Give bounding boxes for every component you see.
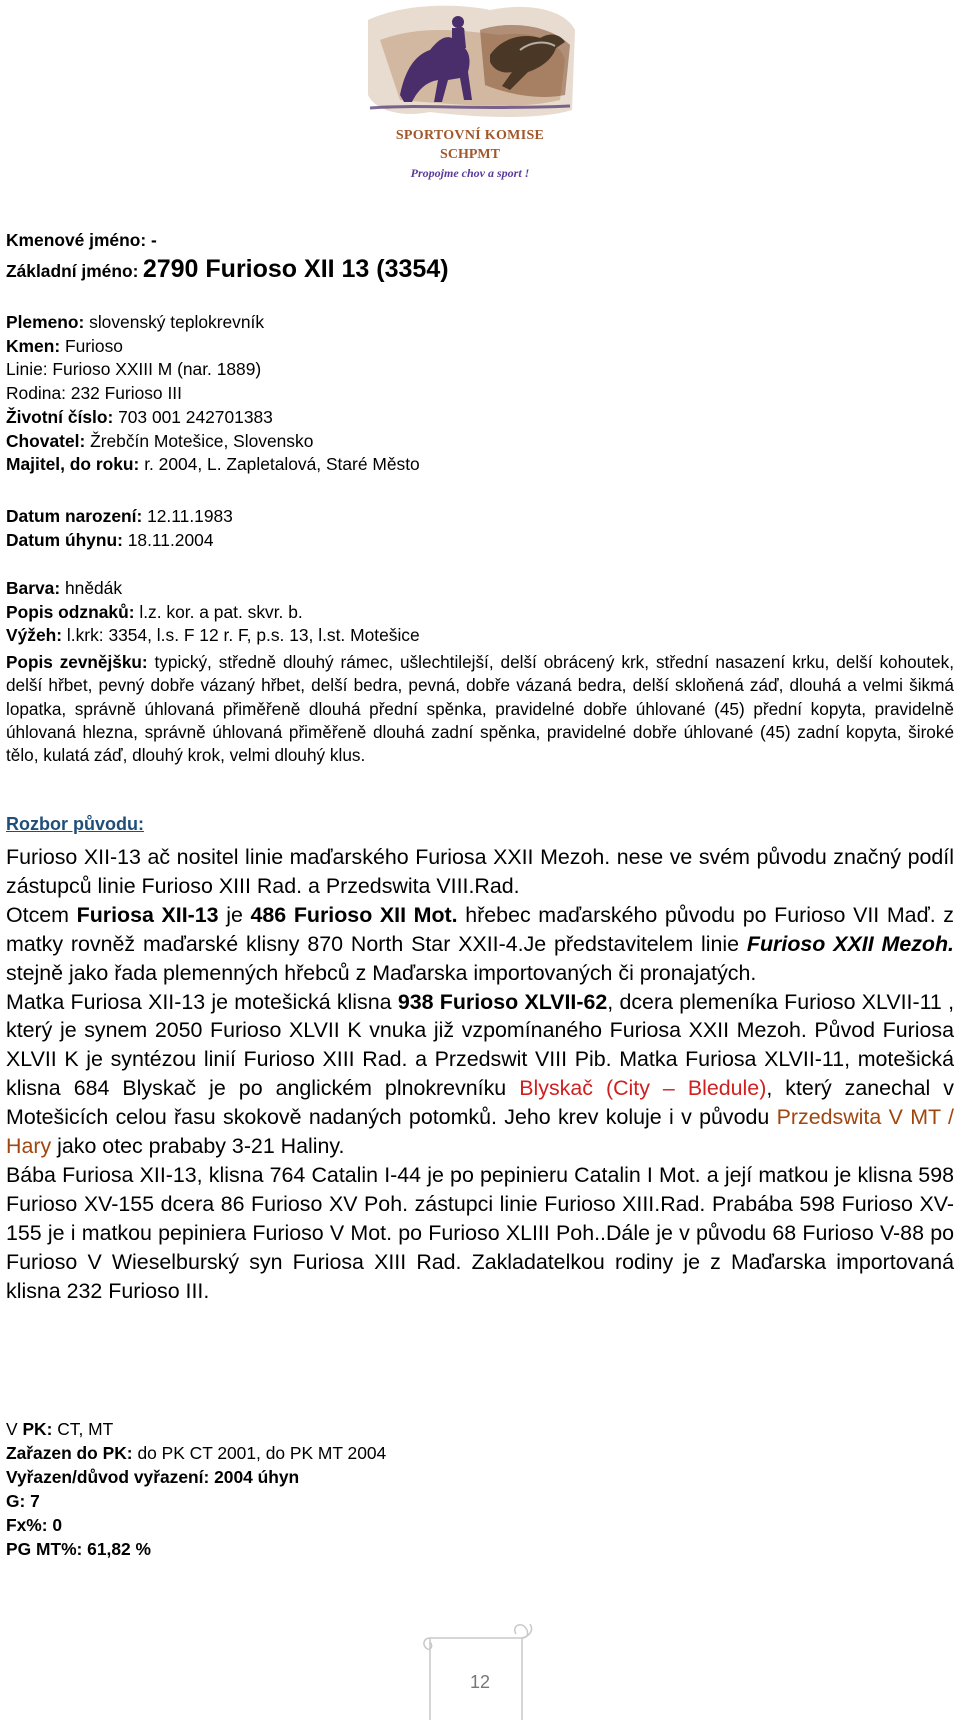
- odznaky-label: Popis odznaků:: [6, 601, 135, 622]
- horse-rider-logo-icon: [360, 0, 580, 125]
- vyzeh-row: [6, 624, 954, 648]
- kmen-value: Furioso: [64, 335, 123, 356]
- chovatel-row: [6, 430, 954, 454]
- fx-row: Fx%: 0: [6, 1515, 63, 1535]
- logo-slogan: Propojme chov a sport !: [410, 166, 530, 180]
- p3-b: 938 Furioso XLVII-62: [397, 989, 608, 1014]
- p2-g: stejně jako řada plemenných hřebců z Maďarska importovaných či pronajatých.: [6, 960, 757, 985]
- info-block: [6, 311, 954, 477]
- zarazen-row: [6, 1441, 386, 1465]
- odznaky-row: [6, 601, 954, 625]
- pk-block: [6, 1417, 386, 1561]
- p2-e: hřebec maďarského původu po Furioso VII Maď. z matky rovněž maďarské klisny 870 North Star XXII-4.Je představitelem linie: [6, 902, 954, 956]
- barva-row: [6, 577, 954, 601]
- rozbor-paragraph-1: Furioso XII-13 ač nositel linie maďarského Furiosa XXII Mezoh. nese ve svém původu značný podíl zástupců linie Furioso XIII Rad. a Przedswita VIII.Rad.: [6, 845, 954, 898]
- majitel-label: Majitel, do roku:: [6, 454, 140, 475]
- zarazen-value: do PK CT 2001, do PK MT 2004: [137, 1443, 387, 1463]
- pk-row: [6, 1417, 386, 1441]
- kmen-label: Kmen:: [6, 335, 61, 356]
- p2-f: Furioso XXII Mezoh.: [746, 931, 954, 956]
- scroll-icon: [418, 1620, 542, 1721]
- blyskac-link: Blyskač (City – Bledule): [519, 1076, 767, 1101]
- zakladni-value: 2790 Furioso XII 13 (3354): [142, 255, 449, 283]
- pg-row: PG MT%: 61,82 %: [6, 1539, 151, 1559]
- page-number-scroll: [418, 1620, 542, 1721]
- odznaky-value: l.z. kor. a pat. skvr. b.: [139, 601, 303, 622]
- p3-e: , který zanechal v Motešicích celou řasu skokově nadaných potomků. Jeho krev koluje i v původu: [6, 1076, 954, 1130]
- majitel-row: [6, 453, 954, 477]
- zivotni-value: 703 001 242701383: [118, 406, 273, 427]
- p2-d: 486 Furioso XII Mot.: [250, 902, 458, 927]
- zarazen-label: Zařazen do PK:: [6, 1443, 133, 1463]
- rozbor-paragraph-4: Bába Furiosa XII-13, klisna 764 Catalin I-44 je po pepinieru Catalin I Mot. a její matkou je klisna 598 Furioso XV-155 dcera 86 Furioso XV Poh. zástupci linie Furioso XIII.Rad. Prabába 598 Furioso XV-155 je i matkou pepiniera Furioso V Mot. po Furioso XLIII Poh..Dále je v původu 68 Furioso V-88 po Furioso V Wieselburský syn Furiosa XIII Rad. Zakladatelkou rodiny je z Maďarska importovaná klisna 232 Furioso III.: [6, 1162, 954, 1303]
- zivotni-cislo-row: [6, 406, 954, 430]
- pk-label: PK:: [22, 1419, 53, 1439]
- p2-c: je: [218, 902, 251, 927]
- rozbor-text: [6, 843, 954, 1306]
- datum-narozeni-row: [6, 505, 954, 529]
- p2-a: Otcem: [6, 902, 77, 927]
- rozbor-heading: Rozbor původu:: [6, 814, 144, 834]
- rodina-row: Rodina: 232 Furioso III: [6, 383, 182, 404]
- kmenove-value: -: [150, 230, 157, 250]
- page-number: 12: [469, 1672, 491, 1692]
- datum-uhynu-row: [6, 529, 954, 553]
- barva-label: Barva:: [6, 578, 61, 598]
- plemeno-label: Plemeno:: [6, 312, 85, 332]
- logo: [360, 0, 580, 185]
- barva-value: hnědák: [64, 578, 123, 598]
- majitel-value: r. 2004, L. Zapletalová, Staré Město: [144, 454, 420, 475]
- linie-row: Linie: Furioso XXIII M (nar. 1889): [6, 359, 262, 380]
- uhynu-value: 18.11.2004: [127, 529, 214, 550]
- chovatel-value: Žrebčín Motešice, Slovensko: [90, 430, 314, 451]
- kmenove-label: Kmenové jméno:: [6, 230, 147, 250]
- rozbor-paragraph-3: [6, 988, 954, 1161]
- p2-b: Furiosa XII-13: [76, 902, 219, 927]
- vyzeh-label: Výžeh:: [6, 625, 63, 646]
- uhynu-label: Datum úhynu:: [6, 529, 123, 550]
- p3-g: jako otec prababy 3-21 Haliny.: [51, 1134, 345, 1159]
- zakladni-jmeno-row: [6, 255, 954, 284]
- zakladni-label: Základní jméno:: [6, 261, 139, 281]
- pk-v-prefix: V: [6, 1419, 18, 1439]
- logo-line-1: SPORTOVNÍ KOMISE: [395, 128, 545, 143]
- plemeno-value: slovenský teplokrevník: [89, 312, 265, 332]
- narozeni-value: 12.11.1983: [147, 506, 233, 526]
- zivotni-label: Životní číslo:: [6, 406, 114, 427]
- rozbor-paragraph-2: [6, 901, 954, 988]
- p3-a: Matka Furiosa XII-13 je motešická klisna: [6, 989, 398, 1014]
- narozeni-label: Datum narození:: [6, 506, 143, 526]
- appearance-block: [6, 577, 954, 648]
- kmenove-jmeno-row: [6, 229, 954, 253]
- plemeno-row: [6, 311, 954, 335]
- zevnejsek-value: typický, středně dlouhý rámec, ušlechtilejší, delší obrácený krk, střední nasazení krku, delší kohoutek, delší hřbet, pevný dobře vázaný hřbet, delší bedra, pevná, dobře vázaná bedra, delší skloňená záď, dlouhá a velmi šikmá lopatka, správně úhlovaná přiměřeně dlouhá přední spěnka, pravidelné dobře úhlované (45) přední kopyta, pravidelně úhlovaná hlezna, správně úhlovaná přiměřeně dlouhá zadní spěnka, pravidelné dobře úhlované (45) zadní kopyta, široké tělo, kulatá záď, dlouhý krok, velmi dlouhý klus.: [6, 652, 954, 766]
- zevnejsek-label: Popis zevnějšku:: [6, 652, 148, 672]
- pk-value: CT, MT: [57, 1419, 114, 1439]
- popis-zevnejsku: [6, 651, 954, 767]
- vyrazen-row: Vyřazen/důvod vyřazení: 2004 úhyn: [6, 1467, 300, 1487]
- logo-line-2: SCHPMT: [440, 147, 500, 162]
- vyzeh-value: l.krk: 3354, l.s. F 12 r. F, p.s. 13, l.st. Motešice: [66, 625, 420, 646]
- przedswita-link: Przedswita V MT / Hary: [6, 1105, 954, 1159]
- p3-c: , dcera plemeníka Furioso XLVII-11 , který je synem 2050 Furioso XLVII K vnuka již vzpomínaného Furiosa XXII Mezoh. Původ Furiosa XLVII K je syntézou linií Furioso XIII Rad. a Przedswit VIII Pib. Matka Furiosa XLVII-11, motešická klisna 684 Blyskač je po anglickém plnokrevníku: [6, 989, 955, 1101]
- chovatel-label: Chovatel:: [6, 430, 86, 451]
- dates-block: [6, 505, 954, 552]
- kmen-row: [6, 335, 954, 359]
- g-row: G: 7: [6, 1491, 40, 1511]
